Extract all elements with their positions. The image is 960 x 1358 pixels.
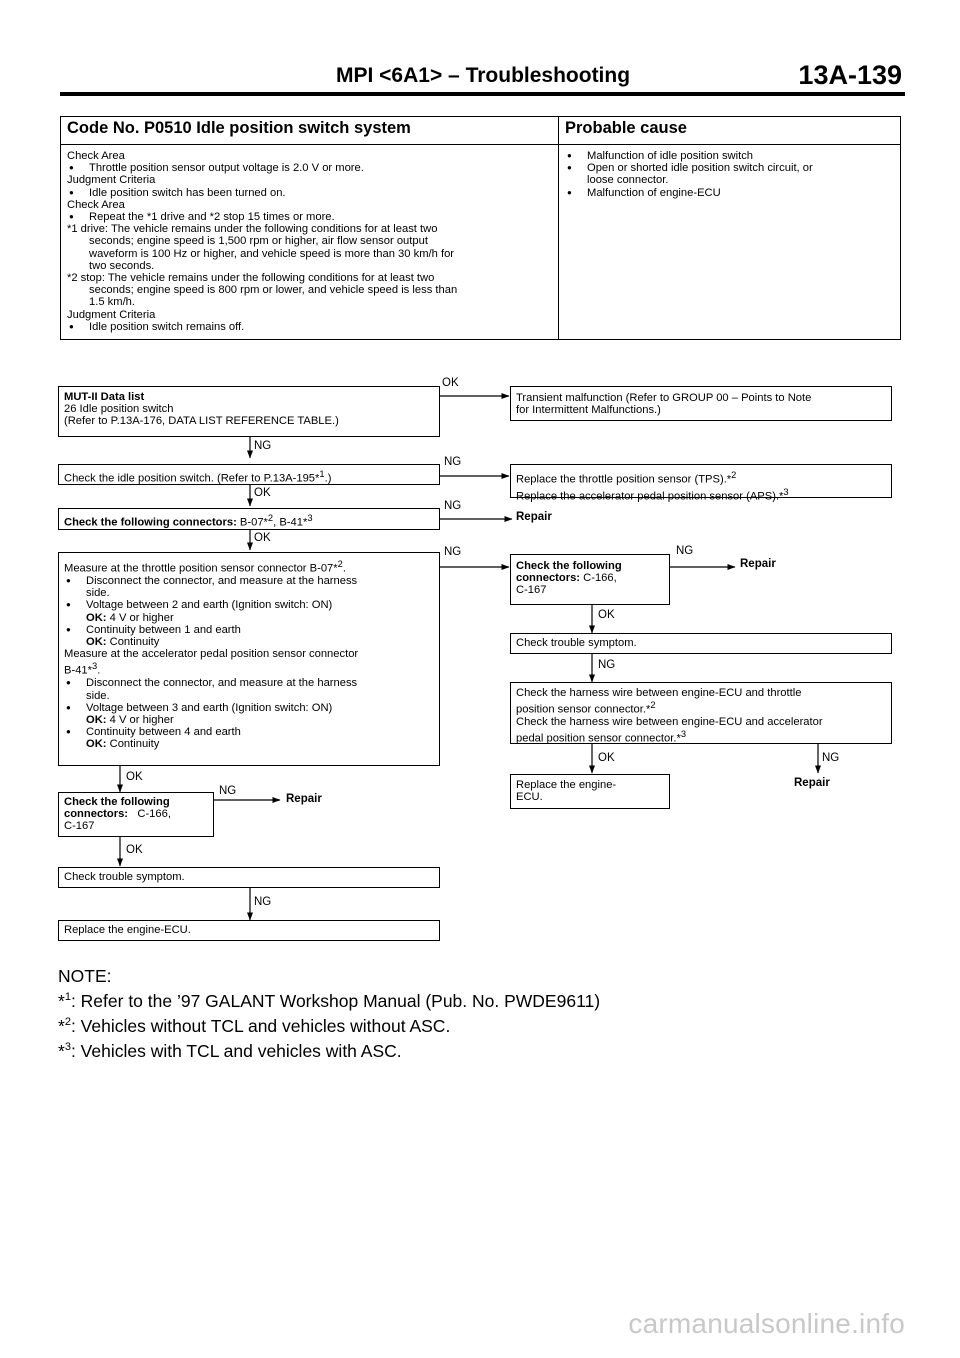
judgment-label: Judgment Criteria xyxy=(67,174,156,187)
note-sup: 3 xyxy=(64,1040,71,1053)
connector-id: C-167 xyxy=(516,584,547,597)
measure-bullet: ● Voltage between 3 and earth (Ignition switch: ON) xyxy=(64,702,434,714)
connectors-title: Check the following xyxy=(516,560,622,572)
note-sup: 1 xyxy=(64,991,71,1003)
replace-aps-text: Replace the accelerator pedal position sensor (APS).* xyxy=(516,490,784,503)
drive-line: two seconds. xyxy=(89,259,155,272)
trouble-text: Check trouble symptom. xyxy=(516,637,637,649)
drive-line: waveform is 100 Hz or higher, and vehicle speed is more than 30 km/h for xyxy=(89,247,455,260)
judgment-label: Judgment Criteria xyxy=(67,308,156,321)
drive-line: *1 drive: The vehicle remains under the following conditions for at least two xyxy=(67,223,438,236)
check-connectors-box xyxy=(58,508,440,530)
repair-label: Repair xyxy=(740,558,776,570)
check-area-item: ● Throttle position sensor output voltage is 2.0 V or more. xyxy=(67,162,552,174)
footnote-mark: 2 xyxy=(337,559,343,569)
ok-value: Continuity xyxy=(109,635,160,648)
ok-value: 4 V or higher xyxy=(109,611,174,624)
measure-line: side. xyxy=(86,689,110,702)
harness-line: position sensor connector.* xyxy=(516,703,651,716)
measure-bullet: ● Disconnect the connector, and measure at the harness xyxy=(64,575,434,587)
cause-item-cont: loose connector. xyxy=(587,174,669,187)
transient-malfunction-box xyxy=(510,386,892,421)
check-idle-switch-box xyxy=(58,464,440,485)
page-title: MPI <6A1> – Troubleshooting xyxy=(336,64,631,87)
cause-item: ● Open or shorted idle position switch circuit, or xyxy=(565,162,894,174)
footnote-mark: 2 xyxy=(650,700,656,711)
transient-line: for Intermittent Malfunctions.) xyxy=(516,404,661,417)
replace-ecu-text: ECU. xyxy=(516,791,543,804)
harness-line: Check the harness wire between engine-ECU and accelerator xyxy=(516,716,823,729)
mut-reference: (Refer to P.13A-176, DATA LIST REFERENCE TABLE.) xyxy=(64,415,339,428)
mut-title: MUT-II Data list xyxy=(64,391,145,403)
footnote-mark: 3 xyxy=(92,661,98,672)
harness-line: Check the harness wire between engine-ECU and throttle xyxy=(516,687,802,699)
replace-ecu-right-box xyxy=(510,774,670,809)
check-switch-text-end: .) xyxy=(324,472,332,485)
measure-line: Measure at the accelerator pedal position sensor connector xyxy=(64,648,359,661)
ok-key: OK: xyxy=(86,611,107,624)
label-ok: OK xyxy=(598,752,615,764)
ok-key: OK: xyxy=(86,738,107,751)
judgment-item: ● Idle position switch has been turned on. xyxy=(67,187,552,199)
replace-ecu-left-box xyxy=(58,920,440,941)
footnote-mark: 2 xyxy=(731,470,737,480)
ok-key: OK: xyxy=(86,713,107,726)
note-text: : Vehicles with TCL and vehicles with ASC. xyxy=(70,1040,402,1061)
check-connectors-left-box xyxy=(58,792,214,837)
note-text: : Refer to the ’97 GALANT Workshop Manual (Pub. No. PWDE9611) xyxy=(70,990,601,1011)
mut-data-list-box xyxy=(58,386,440,437)
label-ng: NG xyxy=(444,456,462,468)
note-heading: NOTE: xyxy=(58,966,112,986)
footnote-mark: 3 xyxy=(680,729,687,740)
footnote-mark: 2 xyxy=(267,513,274,523)
stop-line: seconds; engine speed is 800 rpm or lower, and vehicle speed is less than xyxy=(89,284,458,297)
label-ng: NG xyxy=(444,546,462,558)
connector-id: , B-41* xyxy=(273,516,308,529)
connectors-title: Check the following xyxy=(64,796,170,808)
check-connectors-right-box xyxy=(510,554,670,605)
check-harness-box xyxy=(510,682,892,744)
replace-sensor-box xyxy=(510,464,892,503)
label-ok: OK xyxy=(254,487,271,499)
note-text: : Vehicles without TCL and vehicles without ASC. xyxy=(70,1015,451,1036)
trouble-text: Check trouble symptom. xyxy=(64,871,185,883)
connectors-key: connectors: xyxy=(516,572,581,585)
measure-bullet: ● Disconnect the connector, and measure at the harness xyxy=(64,677,434,689)
drive-line: seconds; engine speed is 1,500 rpm or higher, air flow sensor output xyxy=(89,235,428,248)
replace-tps-text: Replace the throttle position sensor (TPS).* xyxy=(516,473,732,486)
note-sup: 2 xyxy=(64,1015,71,1028)
label-ng: NG xyxy=(676,545,694,557)
measure-line: Measure at the throttle position sensor connector B-07* xyxy=(64,562,338,575)
measure-bullet: ● Continuity between 1 and earth xyxy=(64,624,434,636)
label-ok: OK xyxy=(254,532,271,544)
repair-label: Repair xyxy=(286,793,322,805)
measure-bullet: ● Voltage between 2 and earth (Ignition switch: ON) xyxy=(64,599,434,611)
measure-bullet: ● Continuity between 4 and earth xyxy=(64,726,434,738)
measure-line-end: . xyxy=(342,562,346,575)
check-area-item: ● Repeat the *1 drive and *2 stop 15 times or more. xyxy=(67,211,552,223)
check-switch-text: Check the idle position switch. (Refer to P.13A-195* xyxy=(64,472,320,485)
judgment-item: ● Idle position switch remains off. xyxy=(67,321,552,333)
harness-line: pedal position sensor connector.* xyxy=(516,733,681,746)
connectors-title: Check the following connectors: xyxy=(64,516,237,529)
notes xyxy=(58,966,600,1061)
label-ng: NG xyxy=(822,752,840,764)
ok-value: Continuity xyxy=(109,738,160,751)
label-ng: NG xyxy=(598,659,616,671)
connector-id: C-167 xyxy=(64,820,95,833)
cause-item: ● Malfunction of engine-ECU xyxy=(565,187,894,199)
measure-line: side. xyxy=(86,587,110,600)
repair-label: Repair xyxy=(794,777,830,789)
replace-ecu-text: Replace the engine-ECU. xyxy=(64,924,191,936)
footnote-mark: 3 xyxy=(307,513,313,523)
label-ng: NG xyxy=(219,785,237,797)
label-ok: OK xyxy=(126,771,143,783)
connector-id: B-07* xyxy=(236,516,268,529)
code-title: Code No. P0510 Idle position switch system xyxy=(61,117,559,145)
check-area-label: Check Area xyxy=(67,150,125,162)
cause-heading: Probable cause xyxy=(559,117,901,145)
measure-line: B-41* xyxy=(64,665,92,678)
stop-line: *2 stop: The vehicle remains under the following conditions for at least two xyxy=(67,272,435,285)
measure-box xyxy=(58,552,440,766)
label-ok: OK xyxy=(442,377,459,389)
note-mark: * xyxy=(58,1015,65,1036)
check-area-label: Check Area xyxy=(67,198,125,211)
connectors-key: connectors: xyxy=(64,808,129,821)
transient-line: Transient malfunction (Refer to GROUP 00 – Points to Note xyxy=(516,392,812,404)
ok-key: OK: xyxy=(86,635,107,648)
stop-line: 1.5 km/h. xyxy=(89,296,136,309)
connector-id: C-166, xyxy=(137,808,171,821)
replace-ecu-text: Replace the engine- xyxy=(516,779,617,791)
repair-label: Repair xyxy=(516,511,552,523)
label-ok: OK xyxy=(598,609,615,621)
mut-item: 26 Idle position switch xyxy=(64,403,174,416)
cause-item: ● Malfunction of idle position switch xyxy=(565,150,894,162)
label-ok: OK xyxy=(126,844,143,856)
label-ng: NG xyxy=(254,440,272,452)
note-mark: * xyxy=(58,990,65,1011)
page-number: 13A-139 xyxy=(798,60,902,90)
label-ng: NG xyxy=(444,500,462,512)
footnote-mark: 3 xyxy=(783,486,789,497)
measure-line-end: . xyxy=(97,665,101,678)
watermark: carmanualsonline.info xyxy=(628,1308,905,1339)
check-trouble-right-box xyxy=(510,633,892,654)
label-ng: NG xyxy=(254,896,272,908)
footnote-mark: 1 xyxy=(319,469,325,479)
check-trouble-left-box xyxy=(58,867,440,888)
connector-id: C-166, xyxy=(580,572,617,585)
ok-value: 4 V or higher xyxy=(109,713,174,726)
note-mark: * xyxy=(58,1040,65,1061)
